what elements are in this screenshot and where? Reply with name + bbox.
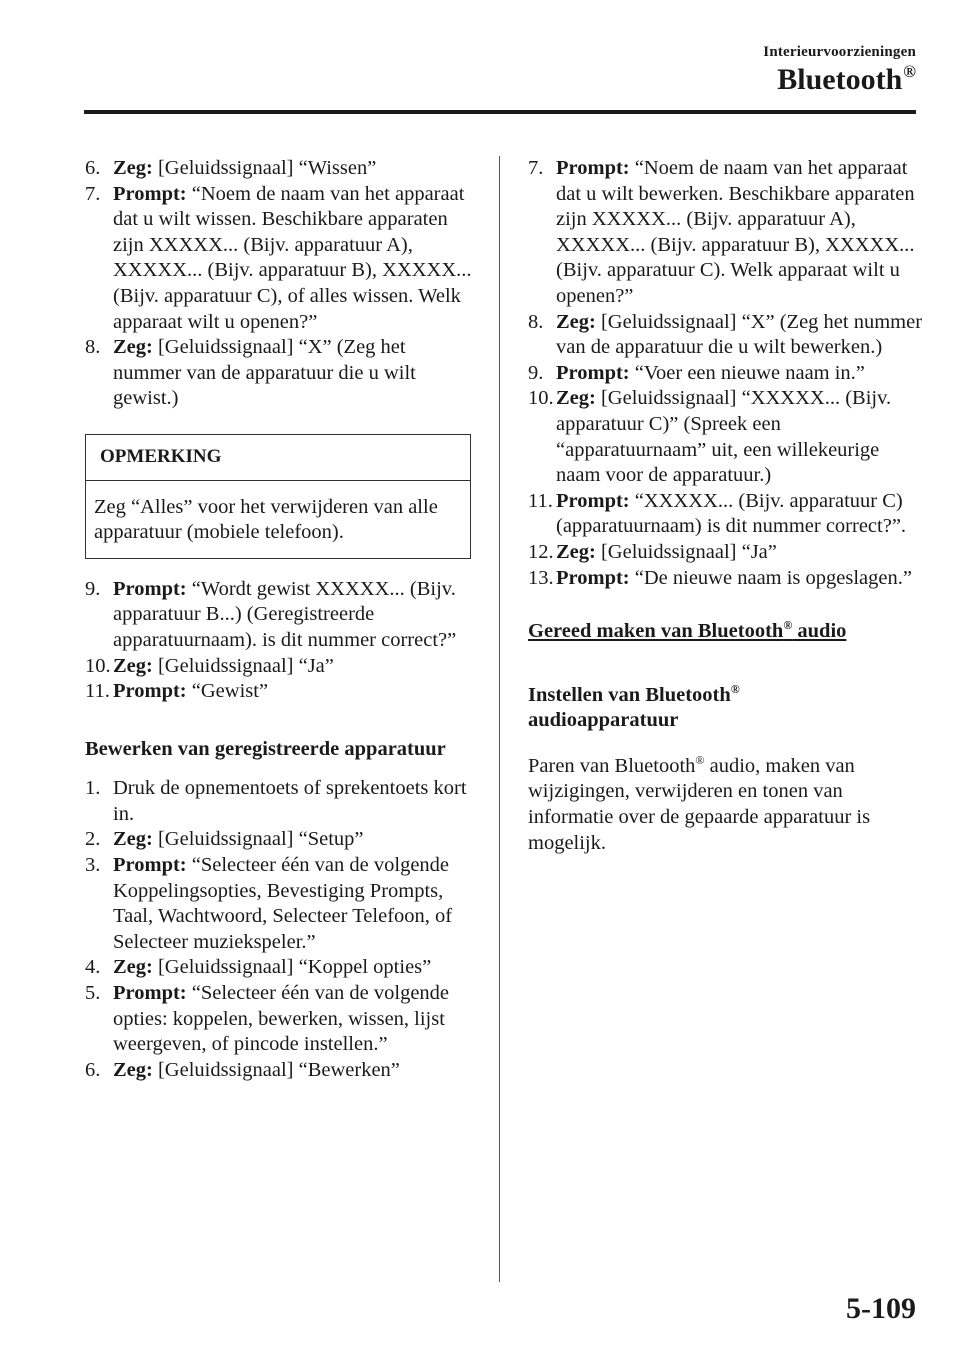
list-item [528,310,923,361]
item-number: 6. [85,157,101,179]
list-item [528,361,923,387]
running-header-title: Bluetooth® [777,62,916,96]
item-keyword: Zeg: [113,1058,153,1081]
item-keyword: Prompt: [113,982,187,1005]
note-body: Zeg “Alles” voor het verwijderen van alle apparatuur (mobiele telefoon). [94,495,438,544]
item-keyword: Zeg: [113,654,153,677]
item-text: [Geluidssignaal] “Ja” [152,654,334,677]
item-keyword: Prompt: [556,157,630,179]
list-item [85,654,475,680]
item-text: [Geluidssignaal] “XXXXX... (Bijv. apparatuur C)” (Spreek een “apparatuurnaam” uit, een willekeurige naam voor de apparatuur.) [556,387,892,487]
left-column [85,156,475,1083]
item-number: 8. [528,310,544,333]
list-item [85,577,475,654]
item-keyword: Zeg: [556,540,596,563]
item-text: [Geluidssignaal] “Wissen” [152,157,377,179]
item-number: 5. [85,982,101,1005]
list-item [85,776,475,827]
paragraph: Paren van Bluetooth® audio, maken van wijzigingen, verwijderen en tonen van informatie over de gepaarde apparatuur is mogelijk. [528,752,871,854]
right-column [528,156,923,856]
item-text: “XXXXX... (Bijv. apparatuur C) (apparatuurnaam) is dit nummer correct?”. [556,489,907,538]
item-keyword: Prompt: [556,489,630,512]
item-keyword: Zeg: [556,310,596,333]
list-item [528,489,923,540]
header-rule [84,110,916,114]
item-text: [Geluidssignaal] “X” (Zeg het nummer van de apparatuur die u wilt bewerken.) [556,310,923,359]
list-item [85,156,475,182]
item-number: 13. [528,566,554,589]
list-item [85,853,475,955]
item-number: 9. [528,361,544,384]
item-number: 6. [85,1058,101,1081]
page-number: 5-109 [846,1292,916,1325]
item-text: [Geluidssignaal] “Ja” [595,540,777,563]
item-text: “Wordt gewist XXXXX... (Bijv. apparatuur B...) (Geregistreerde apparatuurnaam). is dit nummer correct?” [113,577,457,651]
item-text: [Geluidssignaal] “X” (Zeg het nummer van de apparatuur die u wilt gewist.) [113,336,416,410]
list-item [85,335,475,412]
item-keyword: Zeg: [113,956,153,979]
item-text: [Geluidssignaal] “Setup” [152,828,364,851]
item-text: “Noem de naam van het apparaat dat u wilt wissen. Beschikbare apparaten zijn XXXXX... (Bijv. apparatuur A), XXXXX... (Bijv. apparatuur B), XXXXX... (Bijv. apparatuur C), of alles wissen. Welk apparaat wilt u openen?” [113,182,472,333]
item-text: “De nieuwe naam is opgeslagen.” [629,566,912,589]
item-text: [Geluidssignaal] “Koppel opties” [152,956,432,979]
item-number: 2. [85,828,101,851]
item-keyword: Prompt: [113,182,187,205]
item-number: 3. [85,854,101,877]
item-keyword: Zeg: [113,336,153,359]
item-keyword: Prompt: [113,680,187,703]
list-item [85,182,475,336]
list-item [85,679,475,705]
item-text: “Voer een nieuwe naam in.” [629,361,865,384]
item-number: 8. [85,336,101,359]
item-number: 9. [85,577,101,600]
item-text: “Gewist” [186,680,269,703]
subheading: Instellen van Bluetooth® audioapparatuur [528,681,740,732]
item-text: [Geluidssignaal] “Bewerken” [152,1058,400,1081]
item-number: 7. [528,157,544,179]
item-number: 10. [85,654,111,677]
item-number: 11. [85,680,110,703]
note-box [85,434,471,559]
item-number: 7. [85,182,101,205]
item-text: “Selecteer één van de volgende Koppelingsopties, Bevestiging Prompts, Taal, Wachtwoord, Selecteer Telefoon, of Selecteer muziekspeler.” [113,854,453,953]
list-item [528,540,923,566]
item-text: “Noem de naam van het apparaat dat u wilt bewerken. Beschikbare apparaten zijn XXXXX... (Bijv. apparatuur A), XXXXX... (Bijv. apparatuur B), XXXXX... (Bijv. apparatuur C). Welk apparaat wilt u openen?” [556,157,915,307]
steps-list [85,577,475,705]
item-keyword: Prompt: [556,361,630,384]
item-number: 10. [528,387,554,410]
item-text: “Selecteer één van de volgende opties: koppelen, bewerken, wissen, lijst weergeven, of pincode instellen.” [113,982,450,1056]
item-keyword: Zeg: [113,828,153,851]
list-item [528,566,923,592]
item-keyword: Prompt: [113,577,187,600]
column-divider [499,156,500,1282]
steps-list [528,156,923,591]
list-item [528,386,923,488]
item-number: 12. [528,540,554,563]
list-item [85,981,475,1058]
steps-list [85,156,475,412]
list-item [85,1058,475,1084]
note-title: OPMERKING [86,435,470,481]
item-number: 11. [528,489,553,512]
item-number: 1. [85,777,101,800]
item-text: Druk de opnementoets of sprekentoets kort in. [113,777,467,825]
running-header-section: Interieurvoorzieningen [763,44,916,60]
list-item [85,827,475,853]
list-item [85,955,475,981]
item-keyword: Zeg: [113,157,153,179]
registered-mark: ® [903,62,916,81]
steps-list [85,776,475,1083]
item-number: 4. [85,956,101,979]
section-heading: Gereed maken van Bluetooth® audio [528,618,847,643]
item-keyword: Prompt: [556,566,630,589]
subheading: Bewerken van geregistreerde apparatuur [85,737,446,760]
list-item [528,156,923,310]
item-keyword: Prompt: [113,854,187,877]
item-keyword: Zeg: [556,387,596,410]
